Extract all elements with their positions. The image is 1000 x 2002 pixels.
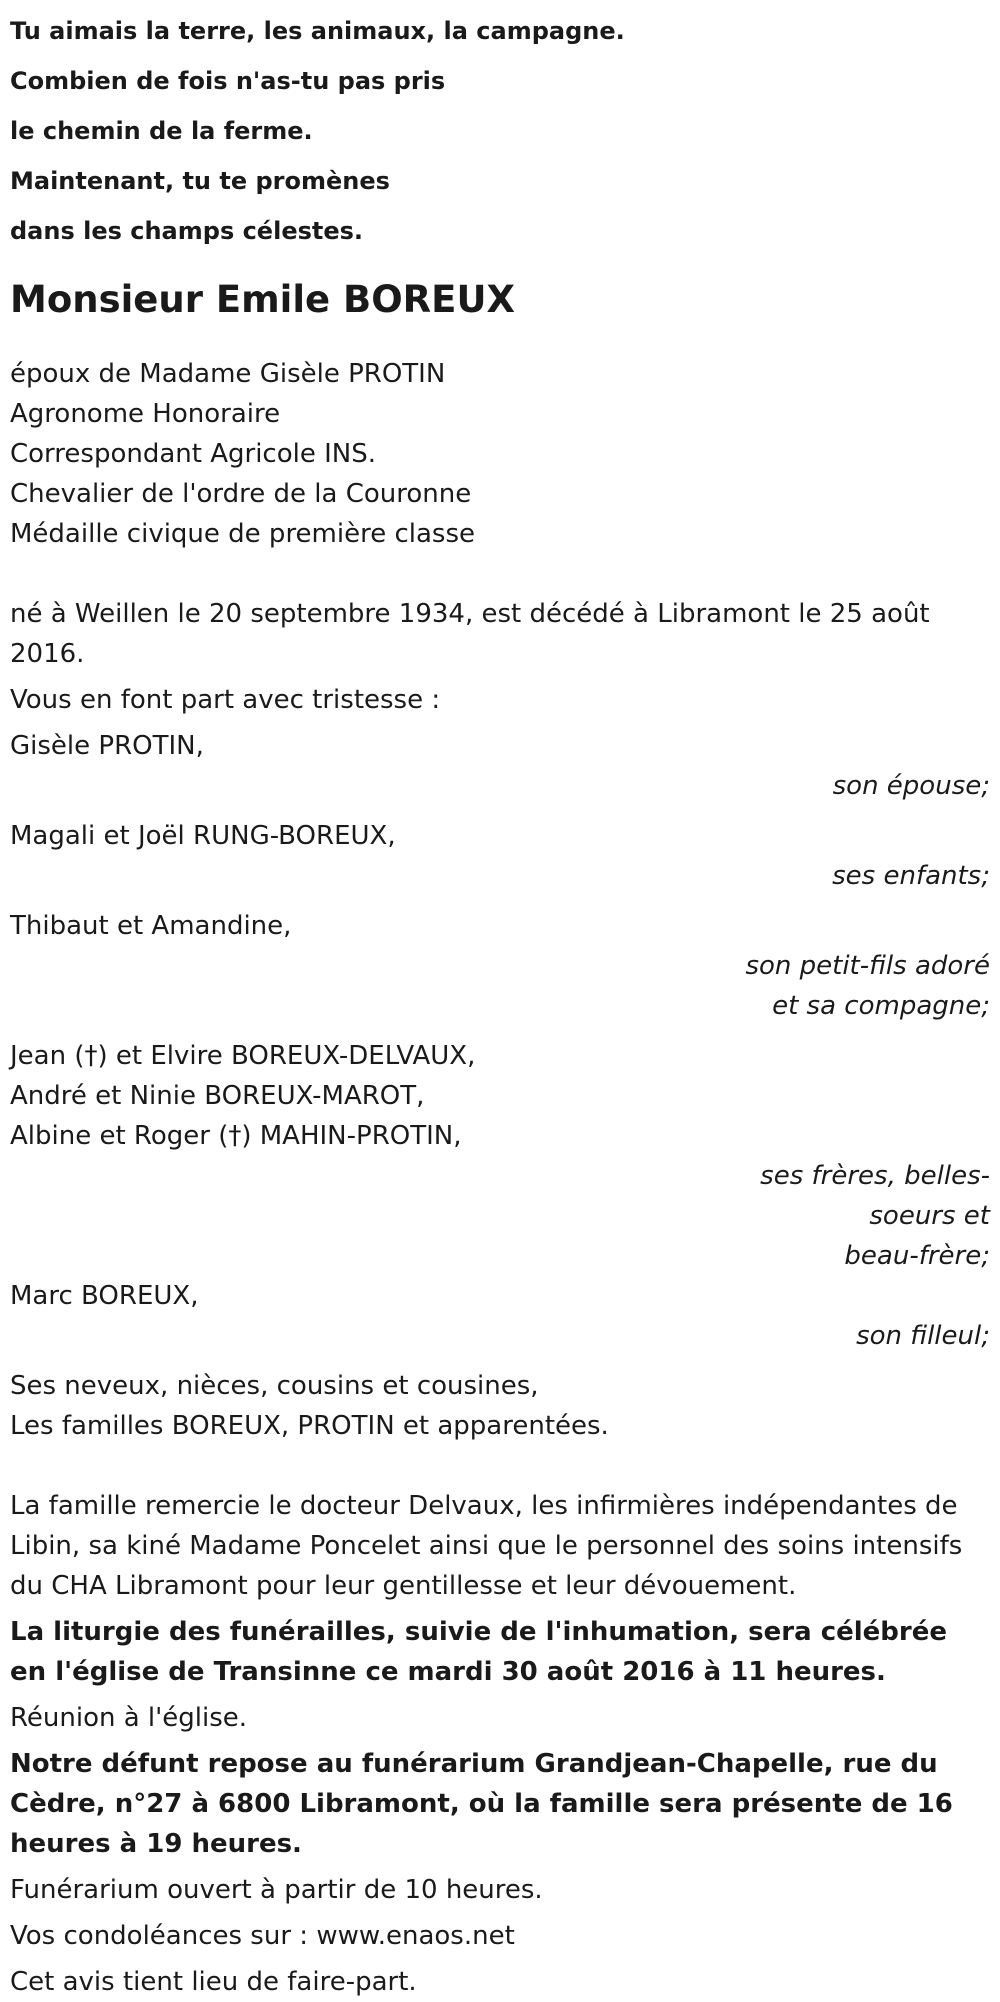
family-names: Magali et Joël RUNG-BOREUX, bbox=[10, 821, 396, 851]
family-role bbox=[630, 946, 990, 1026]
title-line: Agronome Honoraire bbox=[10, 399, 281, 429]
family-names: Marc BOREUX, bbox=[10, 1281, 199, 1311]
poem-line: Combien de fois n'as-tu pas pris bbox=[10, 67, 446, 95]
funeral-home-paragraph: Notre défunt repose au funérarium Grandjean-Chapelle, rue du Cèdre, n°27 à 6800 Libramont, où la famille sera présente de 16 heures à 19 heures. bbox=[10, 1749, 953, 1859]
relatives-line: Les familles BOREUX, PROTIN et apparentées. bbox=[10, 1411, 609, 1441]
poem-line: le chemin de la ferme. bbox=[10, 117, 313, 145]
family-role-line: ses enfants; bbox=[832, 861, 990, 891]
family-role bbox=[730, 1156, 990, 1276]
notice-line: Cet avis tient lieu de faire-part. bbox=[10, 1967, 417, 1997]
family-role-line: beau-frère; bbox=[844, 1241, 990, 1271]
family-entry-children bbox=[10, 816, 990, 896]
relatives-line: Ses neveux, nièces, cousins et cousines, bbox=[10, 1371, 539, 1401]
poem-line: dans les champs célestes. bbox=[10, 217, 364, 245]
deceased-name: Monsieur Emile BOREUX bbox=[10, 278, 516, 321]
family-names: Thibaut et Amandine, bbox=[10, 911, 292, 941]
family-names: Gisèle PROTIN, bbox=[10, 731, 204, 761]
birth-death-statement: né à Weillen le 20 septembre 1934, est décédé à Libramont le 25 août 2016. bbox=[10, 599, 930, 669]
family-entry-grandson bbox=[10, 906, 990, 1026]
poem bbox=[10, 6, 990, 256]
thanks-paragraph: La famille remercie le docteur Delvaux, les infirmières indépendantes de Libin, sa kiné Madame Poncelet ainsi que le personnel des soins intensifs du CHA Libramont pour leur gentillesse et leur dévouement. bbox=[10, 1491, 963, 1601]
announcement-line: Vous en font part avec tristesse : bbox=[10, 685, 441, 715]
opening-hours-line: Funérarium ouvert à partir de 10 heures. bbox=[10, 1875, 543, 1905]
family-list bbox=[10, 726, 990, 1356]
deceased-titles bbox=[10, 354, 990, 554]
poem-line: Tu aimais la terre, les animaux, la campagne. bbox=[10, 17, 625, 45]
poem-line: Maintenant, tu te promènes bbox=[10, 167, 390, 195]
family-names: Albine et Roger (†) MAHIN-PROTIN, bbox=[10, 1121, 462, 1151]
family-names: Jean (†) et Elvire BOREUX-DELVAUX, bbox=[10, 1041, 476, 1071]
family-entry-godson bbox=[10, 1276, 990, 1356]
family-names: André et Ninie BOREUX-MAROT, bbox=[10, 1081, 425, 1111]
family-role-line: et sa compagne; bbox=[772, 991, 990, 1021]
relatives bbox=[10, 1366, 990, 1446]
family-role bbox=[730, 766, 990, 806]
condolences-line: Vos condoléances sur : www.enaos.net bbox=[10, 1921, 515, 1951]
family-role-line: son filleul; bbox=[856, 1321, 990, 1351]
title-line: Chevalier de l'ordre de la Couronne bbox=[10, 479, 472, 509]
liturgy-paragraph: La liturgie des funérailles, suivie de l'inhumation, sera célébrée en l'église de Transinne ce mardi 30 août 2016 à 11 heures. bbox=[10, 1617, 947, 1687]
family-entry-spouse bbox=[10, 726, 990, 806]
family-role bbox=[730, 856, 990, 896]
meeting-line: Réunion à l'église. bbox=[10, 1703, 248, 1733]
family-role-line: ses frères, belles- bbox=[760, 1161, 990, 1191]
family-role bbox=[730, 1316, 990, 1356]
title-line: Médaille civique de première classe bbox=[10, 519, 476, 549]
family-role-line: son épouse; bbox=[832, 771, 990, 801]
family-role-line: soeurs et bbox=[869, 1201, 990, 1231]
family-entry-siblings bbox=[10, 1036, 990, 1276]
family-role-line: son petit-fils adoré bbox=[745, 951, 990, 981]
title-line: époux de Madame Gisèle PROTIN bbox=[10, 359, 446, 389]
title-line: Correspondant Agricole INS. bbox=[10, 439, 376, 469]
